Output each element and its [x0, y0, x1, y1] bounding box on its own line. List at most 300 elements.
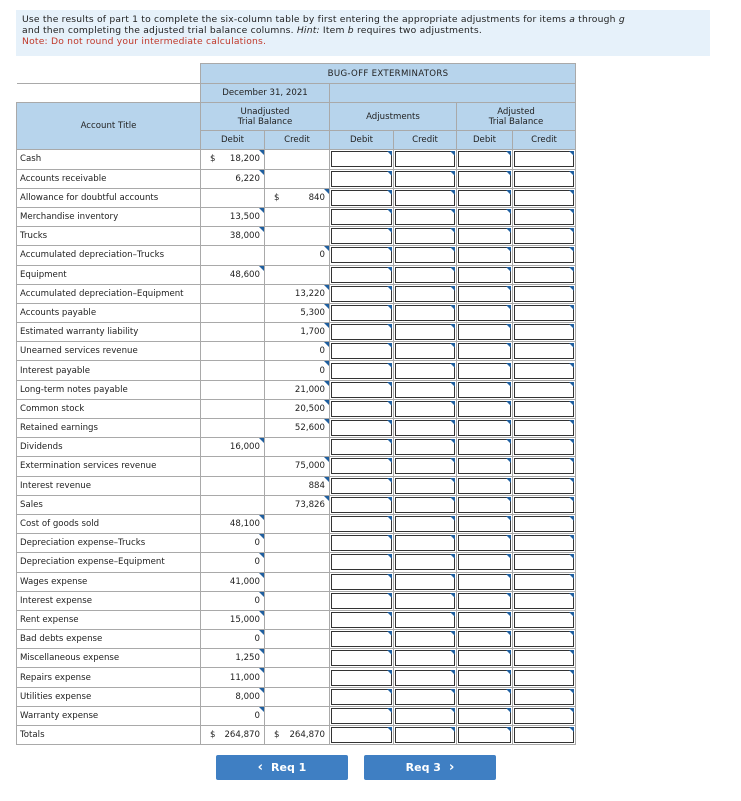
unadj-debit	[201, 380, 265, 399]
statement-date: December 31, 2021	[201, 84, 330, 103]
adjtb-credit-input[interactable]	[514, 574, 574, 590]
account-name: Estimated warranty liability	[17, 323, 201, 342]
adj-debit-input[interactable]	[331, 382, 392, 398]
table-row	[17, 361, 576, 380]
table-row	[17, 227, 576, 246]
adjtb-debit-input[interactable]	[458, 324, 511, 340]
adj-debit-input[interactable]	[331, 305, 392, 321]
adj-credit-input[interactable]	[395, 151, 455, 167]
unadj-credit-value: 52,600	[294, 423, 325, 434]
unadj-debit-value: 6,220	[235, 173, 260, 184]
adjtb-debit-input[interactable]	[458, 612, 511, 628]
adjtb-debit-input[interactable]	[458, 439, 511, 455]
adj-debit-input[interactable]	[331, 171, 392, 187]
adj-debit-input[interactable]	[331, 593, 392, 609]
unadj-credit	[265, 572, 330, 591]
adj-credit-input[interactable]	[395, 171, 455, 187]
adjtb-debit-input[interactable]	[458, 151, 511, 167]
account-name: Bad debts expense	[17, 630, 201, 649]
adj-credit-input[interactable]	[395, 401, 455, 417]
unadj-credit-value: 0	[319, 365, 325, 376]
table-row	[17, 419, 576, 438]
unadj-debit	[201, 265, 265, 284]
adjtb-credit-input[interactable]	[514, 382, 574, 398]
adj-debit-input[interactable]	[331, 650, 392, 666]
adj-credit-input[interactable]	[395, 612, 455, 628]
adj-debit-input[interactable]	[331, 151, 392, 167]
unadj-debit-value: 0	[254, 595, 260, 606]
unadj-debit	[201, 438, 265, 457]
adjtb-credit-input[interactable]	[514, 151, 574, 167]
table-row	[17, 457, 576, 476]
adj-credit-input[interactable]	[395, 670, 455, 686]
adj-debit-input[interactable]	[331, 420, 392, 436]
dollar-sign: $	[274, 730, 280, 741]
account-name: Sales	[17, 495, 201, 514]
next-req-button[interactable]: Req 3 ›	[364, 755, 496, 780]
unadj-credit	[265, 649, 330, 668]
account-title-header: Account Title	[17, 103, 201, 150]
table-row	[17, 342, 576, 361]
adjtb-credit-input[interactable]	[514, 401, 574, 417]
unadj-credit	[265, 706, 330, 725]
adj-debit-total-input[interactable]	[331, 727, 392, 743]
unadj-credit-value: 840	[308, 192, 325, 203]
adjtb-credit-input[interactable]	[514, 670, 574, 686]
adjtb-debit-input[interactable]	[458, 420, 511, 436]
unadj-debit	[201, 572, 265, 591]
adj-debit-input[interactable]	[331, 574, 392, 590]
adjtb-credit-total-input[interactable]	[514, 727, 574, 743]
adj-credit-input[interactable]	[395, 689, 455, 705]
adj-credit-input[interactable]	[395, 554, 455, 570]
unadj-debit-value: 0	[254, 634, 260, 645]
unadj-credit	[265, 169, 330, 188]
account-name: Utilities expense	[17, 687, 201, 706]
dollar-sign: $	[210, 730, 216, 741]
account-name: Retained earnings	[17, 419, 201, 438]
table-row	[17, 610, 576, 629]
account-name: Equipment	[17, 265, 201, 284]
table-row	[17, 514, 576, 533]
adj-debit-input[interactable]	[331, 439, 392, 455]
adj-debit-input[interactable]	[331, 343, 392, 359]
unadj-credit	[265, 419, 330, 438]
adjtb-debit-input[interactable]	[458, 497, 511, 513]
adjtb-credit-input[interactable]	[514, 650, 574, 666]
unadj-debit-value: 48,600	[229, 269, 260, 280]
account-name: Miscellaneous expense	[17, 649, 201, 668]
account-name: Interest revenue	[17, 476, 201, 495]
adjtb-debit-input[interactable]	[458, 631, 511, 647]
prev-req-button[interactable]: ‹ Req 1	[216, 755, 348, 780]
unadj-credit-header: Credit	[265, 131, 330, 150]
unadj-credit	[265, 188, 330, 207]
worksheet-body	[17, 150, 576, 745]
unadj-credit	[265, 265, 330, 284]
unadj-credit	[265, 591, 330, 610]
adj-credit-input[interactable]	[395, 247, 455, 263]
adj-credit-input[interactable]	[395, 228, 455, 244]
totals-row	[17, 726, 576, 745]
unadj-debit	[201, 649, 265, 668]
table-row	[17, 399, 576, 418]
unadj-credit-value: 73,826	[294, 499, 325, 510]
table-row	[17, 207, 576, 226]
dollar-sign: $	[210, 154, 216, 165]
adjtb-credit-input[interactable]	[514, 305, 574, 321]
adj-credit-input[interactable]	[395, 209, 455, 225]
adj-credit-total-input[interactable]	[395, 727, 455, 743]
instructions-line-2: and then completing the adjusted trial balance columns. Hint: Item b requires two adjustments.	[22, 25, 482, 36]
adjtb-debit-input[interactable]	[458, 478, 511, 494]
table-row	[17, 284, 576, 303]
adjtb-credit-input[interactable]	[514, 478, 574, 494]
adj-credit-input[interactable]	[395, 708, 455, 724]
unadj-credit	[265, 476, 330, 495]
adjtb-debit-input[interactable]	[458, 228, 511, 244]
totals-label: Totals	[17, 726, 201, 745]
table-row	[17, 668, 576, 687]
adjtb-debit-input[interactable]	[458, 689, 511, 705]
total-credit	[265, 726, 330, 745]
table-row	[17, 303, 576, 322]
adjtb-credit-input[interactable]	[514, 535, 574, 551]
adj-credit-input[interactable]	[395, 497, 455, 513]
unadj-debit-value: 15,000	[229, 614, 260, 625]
unadj-debit-value: 0	[254, 557, 260, 568]
unadj-debit-value: 38,000	[229, 231, 260, 242]
account-name: Long-term notes payable	[17, 380, 201, 399]
account-name: Warranty expense	[17, 706, 201, 725]
adjtb-debit-input[interactable]	[458, 343, 511, 359]
unadj-credit	[265, 457, 330, 476]
account-name: Dividends	[17, 438, 201, 457]
adj-debit-input[interactable]	[331, 478, 392, 494]
account-name: Common stock	[17, 399, 201, 418]
unadj-debit-value: 0	[254, 710, 260, 721]
adjtb-debit-input[interactable]	[458, 286, 511, 302]
adj-debit-input[interactable]	[331, 228, 392, 244]
adj-credit-input[interactable]	[395, 286, 455, 302]
unadj-credit	[265, 361, 330, 380]
account-name: Extermination services revenue	[17, 457, 201, 476]
adj-debit-input[interactable]	[331, 209, 392, 225]
table-row	[17, 438, 576, 457]
adjusted-header: Adjusted Trial Balance	[457, 103, 576, 131]
adjtb-debit-input[interactable]	[458, 305, 511, 321]
adjtb-debit-input[interactable]	[458, 516, 511, 532]
adjustments-header: Adjustments	[330, 103, 457, 131]
worksheet-table	[16, 63, 576, 745]
account-name: Accounts payable	[17, 303, 201, 322]
unadj-debit	[201, 553, 265, 572]
adj-credit-input[interactable]	[395, 324, 455, 340]
adj-credit-input[interactable]	[395, 478, 455, 494]
unadj-debit-value: 1,250	[235, 653, 260, 664]
adjtb-debit-total-input[interactable]	[458, 727, 511, 743]
adj-debit-input[interactable]	[331, 689, 392, 705]
adjtb-credit-input[interactable]	[514, 458, 574, 474]
adjtb-debit-input[interactable]	[458, 458, 511, 474]
adjtb-credit-input[interactable]	[514, 343, 574, 359]
adj-debit-input[interactable]	[331, 670, 392, 686]
adj-debit-input[interactable]	[331, 267, 392, 283]
table-row	[17, 630, 576, 649]
table-row	[17, 687, 576, 706]
adjtb-debit-input[interactable]	[458, 382, 511, 398]
adjtb-credit-input[interactable]	[514, 228, 574, 244]
adj-credit-input[interactable]	[395, 382, 455, 398]
unadj-debit	[201, 399, 265, 418]
unadj-debit-value: 16,000	[229, 442, 260, 453]
table-row	[17, 323, 576, 342]
unadj-debit	[201, 246, 265, 265]
adjtb-credit-input[interactable]	[514, 247, 574, 263]
table-row	[17, 649, 576, 668]
adjtb-debit-input[interactable]	[458, 209, 511, 225]
table-row	[17, 188, 576, 207]
table-row	[17, 150, 576, 169]
adjtb-debit-header: Debit	[457, 131, 513, 150]
unadj-credit	[265, 514, 330, 533]
unadj-debit	[201, 534, 265, 553]
adj-credit-input[interactable]	[395, 267, 455, 283]
company-name: BUG-OFF EXTERMINATORS	[201, 64, 576, 84]
unadj-credit	[265, 668, 330, 687]
adj-credit-input[interactable]	[395, 343, 455, 359]
adjtb-credit-input[interactable]	[514, 171, 574, 187]
table-row	[17, 591, 576, 610]
account-name: Merchandise inventory	[17, 207, 201, 226]
unadj-credit	[265, 399, 330, 418]
adj-debit-input[interactable]	[331, 286, 392, 302]
account-name: Depreciation expense–Trucks	[17, 534, 201, 553]
unadj-debit	[201, 687, 265, 706]
unadj-credit	[265, 342, 330, 361]
adjtb-debit-input[interactable]	[458, 401, 511, 417]
adjtb-debit-input[interactable]	[458, 708, 511, 724]
table-row	[17, 246, 576, 265]
adjtb-credit-input[interactable]	[514, 324, 574, 340]
adjtb-credit-input[interactable]	[514, 554, 574, 570]
account-name: Unearned services revenue	[17, 342, 201, 361]
unadj-debit-header: Debit	[201, 131, 265, 150]
unadj-debit	[201, 150, 265, 169]
unadj-credit-value: 21,000	[294, 384, 325, 395]
adjtb-debit-input[interactable]	[458, 190, 511, 206]
adj-debit-input[interactable]	[331, 535, 392, 551]
adj-credit-input[interactable]	[395, 516, 455, 532]
adj-debit-input[interactable]	[331, 516, 392, 532]
adjtb-credit-input[interactable]	[514, 497, 574, 513]
unadj-credit	[265, 687, 330, 706]
unadj-credit	[265, 495, 330, 514]
unadj-debit-value: 13,500	[229, 212, 260, 223]
unadj-debit	[201, 419, 265, 438]
adjtb-credit-input[interactable]	[514, 439, 574, 455]
unadj-credit	[265, 438, 330, 457]
unadj-credit	[265, 553, 330, 572]
unadj-debit	[201, 303, 265, 322]
unadj-credit-value: 5,300	[300, 307, 325, 318]
unadj-credit	[265, 534, 330, 553]
adjtb-credit-header: Credit	[513, 131, 576, 150]
adj-credit-input[interactable]	[395, 458, 455, 474]
unadj-credit	[265, 380, 330, 399]
adj-credit-input[interactable]	[395, 593, 455, 609]
unadj-debit-value: 48,100	[229, 519, 260, 530]
account-name: Allowance for doubtful accounts	[17, 188, 201, 207]
unadj-credit	[265, 150, 330, 169]
unadj-debit	[201, 227, 265, 246]
unadj-debit-value: 0	[254, 538, 260, 549]
adj-credit-input[interactable]	[395, 574, 455, 590]
unadj-debit	[201, 476, 265, 495]
adj-debit-input[interactable]	[331, 554, 392, 570]
unadj-debit	[201, 630, 265, 649]
unadj-debit-value: 41,000	[229, 576, 260, 587]
instructions-box	[16, 10, 710, 56]
unadj-credit-value: 1,700	[300, 327, 325, 338]
unadj-credit-value: 20,500	[294, 403, 325, 414]
unadj-credit	[265, 246, 330, 265]
total-debit-value: 264,870	[224, 730, 260, 741]
unadj-debit	[201, 188, 265, 207]
adj-debit-input[interactable]	[331, 363, 392, 379]
unadj-debit	[201, 591, 265, 610]
table-row	[17, 265, 576, 284]
account-name: Cost of goods sold	[17, 514, 201, 533]
adj-debit-input[interactable]	[331, 401, 392, 417]
unadj-credit	[265, 610, 330, 629]
unadj-debit	[201, 514, 265, 533]
account-name: Depreciation expense–Equipment	[17, 553, 201, 572]
unadj-credit	[265, 630, 330, 649]
adjtb-debit-input[interactable]	[458, 554, 511, 570]
unadj-debit	[201, 610, 265, 629]
adjtb-credit-input[interactable]	[514, 286, 574, 302]
adj-credit-input[interactable]	[395, 631, 455, 647]
instructions-line-1: Use the results of part 1 to complete the six-column table by first entering the appropriate adjustments for items a through g	[22, 14, 625, 25]
adj-credit-header: Credit	[394, 131, 457, 150]
adjtb-debit-input[interactable]	[458, 363, 511, 379]
adjtb-credit-input[interactable]	[514, 190, 574, 206]
adjtb-credit-input[interactable]	[514, 631, 574, 647]
unadj-debit-value: 8,000	[235, 691, 260, 702]
unadj-credit-value: 75,000	[294, 461, 325, 472]
adjtb-debit-input[interactable]	[458, 650, 511, 666]
adj-credit-input[interactable]	[395, 535, 455, 551]
adj-credit-input[interactable]	[395, 305, 455, 321]
unadj-credit-value: 0	[319, 346, 325, 357]
unadjusted-header: Unadjusted Trial Balance	[201, 103, 330, 131]
adj-credit-input[interactable]	[395, 650, 455, 666]
unadj-debit	[201, 169, 265, 188]
adjtb-credit-input[interactable]	[514, 593, 574, 609]
adj-debit-input[interactable]	[331, 190, 392, 206]
adjtb-credit-input[interactable]	[514, 420, 574, 436]
unadj-credit	[265, 323, 330, 342]
unadj-debit-value: 18,200	[229, 154, 260, 165]
adjtb-debit-input[interactable]	[458, 247, 511, 263]
unadj-credit-value: 0	[319, 250, 325, 261]
unadj-debit	[201, 342, 265, 361]
unadj-debit	[201, 207, 265, 226]
account-name: Rent expense	[17, 610, 201, 629]
account-name: Accumulated depreciation–Equipment	[17, 284, 201, 303]
unadj-credit	[265, 303, 330, 322]
adj-credit-input[interactable]	[395, 190, 455, 206]
unadj-credit	[265, 227, 330, 246]
unadj-debit	[201, 457, 265, 476]
table-row	[17, 476, 576, 495]
account-name: Repairs expense	[17, 668, 201, 687]
adjtb-credit-input[interactable]	[514, 516, 574, 532]
unadj-credit-value: 884	[308, 480, 325, 491]
adjtb-credit-input[interactable]	[514, 689, 574, 705]
account-name: Interest payable	[17, 361, 201, 380]
adjtb-credit-input[interactable]	[514, 363, 574, 379]
unadj-debit	[201, 706, 265, 725]
adjtb-credit-input[interactable]	[514, 612, 574, 628]
unadj-credit-value: 13,220	[294, 288, 325, 299]
worksheet-container	[16, 63, 576, 745]
adj-debit-header: Debit	[330, 131, 394, 150]
adj-debit-input[interactable]	[331, 631, 392, 647]
chevron-right-icon: ›	[448, 760, 455, 775]
table-row	[17, 495, 576, 514]
unadj-debit	[201, 361, 265, 380]
adjtb-debit-input[interactable]	[458, 535, 511, 551]
table-row	[17, 380, 576, 399]
total-debit	[201, 726, 265, 745]
unadj-debit	[201, 495, 265, 514]
unadj-debit	[201, 668, 265, 687]
adj-debit-input[interactable]	[331, 458, 392, 474]
adj-debit-input[interactable]	[331, 612, 392, 628]
adjtb-debit-input[interactable]	[458, 670, 511, 686]
table-row	[17, 572, 576, 591]
account-name: Cash	[17, 150, 201, 169]
account-name: Accumulated depreciation–Trucks	[17, 246, 201, 265]
adj-debit-input[interactable]	[331, 708, 392, 724]
adj-credit-input[interactable]	[395, 420, 455, 436]
adj-credit-input[interactable]	[395, 363, 455, 379]
account-name: Wages expense	[17, 572, 201, 591]
unadj-debit	[201, 284, 265, 303]
adjtb-credit-input[interactable]	[514, 267, 574, 283]
table-row	[17, 534, 576, 553]
adjtb-debit-input[interactable]	[458, 171, 511, 187]
table-row	[17, 706, 576, 725]
adjtb-credit-input[interactable]	[514, 708, 574, 724]
adj-debit-input[interactable]	[331, 247, 392, 263]
adj-debit-input[interactable]	[331, 324, 392, 340]
dollar-sign: $	[274, 192, 280, 203]
adjtb-debit-input[interactable]	[458, 574, 511, 590]
adjtb-debit-input[interactable]	[458, 267, 511, 283]
unadj-debit-value: 11,000	[229, 672, 260, 683]
adjtb-credit-input[interactable]	[514, 209, 574, 225]
unadj-debit	[201, 323, 265, 342]
table-row	[17, 553, 576, 572]
adj-debit-input[interactable]	[331, 497, 392, 513]
adj-credit-input[interactable]	[395, 439, 455, 455]
account-name: Accounts receivable	[17, 169, 201, 188]
unadj-credit	[265, 207, 330, 226]
adjtb-debit-input[interactable]	[458, 593, 511, 609]
